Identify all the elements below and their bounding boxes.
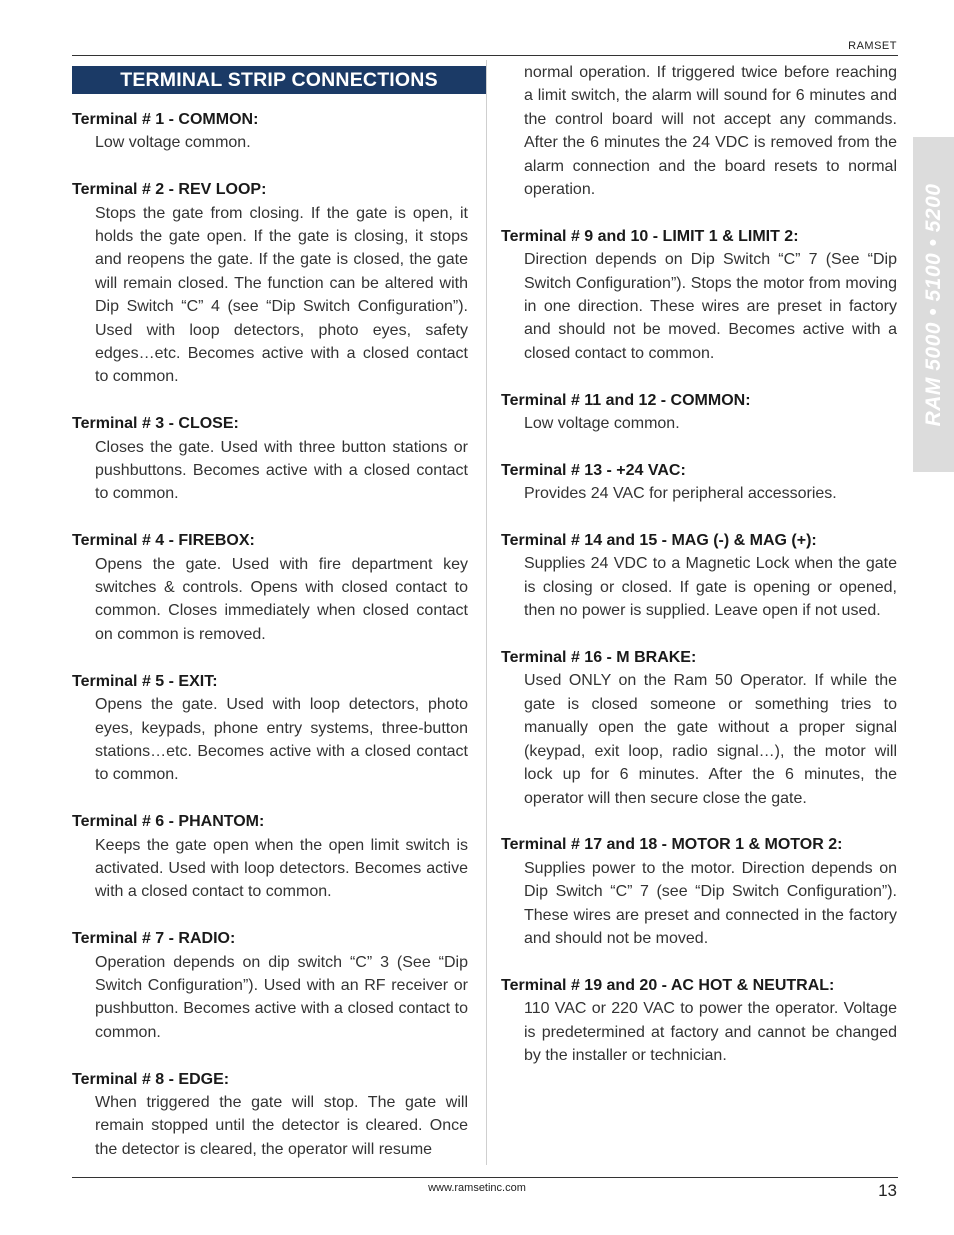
footer-url: www.ramsetinc.com (428, 1182, 526, 1194)
terminal-heading: Terminal # 17 and 18 - MOTOR 1 & MOTOR 2: (501, 836, 843, 854)
column-divider (486, 60, 487, 1165)
terminal-heading: Terminal # 7 - RADIO: (72, 930, 236, 948)
terminal-description: Closes the gate. Used with three button stations or pushbuttons. Becomes active with a closed contact to common. (95, 438, 468, 503)
brand-header: RAMSET (848, 40, 897, 52)
terminal-description: normal operation. If triggered twice before reaching a limit switch, the alarm will sound for 6 minutes and the control board will not accept any commands. After the 6 minutes the 24 VDC is removed from the alarm connection and the board resets to normal operation. (524, 64, 897, 199)
terminal-17-18 (501, 833, 897, 950)
terminal-description: Operation depends on dip switch “C” 3 (See “Dip Switch Configuration”). Used with an RF receiver or pushbutton. Becomes active with a closed contact to common. (95, 953, 468, 1041)
terminal-description: Provides 24 VAC for peripheral accessories. (524, 485, 837, 503)
terminal-19-20 (501, 974, 897, 1068)
terminal-heading: Terminal # 11 and 12 - COMMON: (501, 391, 751, 409)
terminal-description: Supplies 24 VDC to a Magnetic Lock when the gate is closing or closed. If gate is opening or opened, then no power is supplied. Leave open if not used. (524, 555, 897, 620)
terminal-description: Opens the gate. Used with loop detectors, photo eyes, keypads, phone entry systems, three-button stations…etc. Becomes active with a closed contact to common. (95, 696, 468, 784)
terminal-16 (501, 646, 897, 810)
terminal-4 (72, 529, 468, 646)
model-side-tab-label: RAM 5000 • 5100 • 5200 (921, 183, 945, 426)
terminal-heading: Terminal # 14 and 15 - MAG (-) & MAG (+): (501, 532, 817, 550)
right-column (501, 61, 897, 1091)
terminal-11-12 (501, 389, 897, 436)
terminal-heading: Terminal # 2 - REV LOOP: (72, 181, 267, 199)
terminal-heading: Terminal # 19 and 20 - AC HOT & NEUTRAL: (501, 976, 835, 994)
terminal-8-continuation (501, 61, 897, 201)
bottom-rule (72, 1177, 898, 1178)
terminal-2 (72, 178, 468, 389)
terminal-heading: Terminal # 3 - CLOSE: (72, 415, 239, 433)
terminal-description: Supplies power to the motor. Direction depends on Dip Switch “C” 7 (see “Dip Switch Configuration”). These wires are preset and connected in the factory and should not be moved. (524, 859, 897, 947)
terminal-heading: Terminal # 16 - M BRAKE: (501, 649, 697, 667)
terminal-heading: Terminal # 5 - EXIT: (72, 672, 218, 690)
terminal-description: Keeps the gate open when the open limit switch is activated. Used with loop detectors. Becomes active with a closed contact to common. (95, 836, 468, 901)
terminal-heading: Terminal # 1 - COMMON: (72, 111, 259, 128)
terminal-heading: Terminal # 4 - FIREBOX: (72, 532, 255, 550)
terminal-heading: Terminal # 8 - EDGE: (72, 1070, 230, 1088)
terminal-heading: Terminal # 6 - PHANTOM: (72, 813, 265, 831)
terminal-9-10 (501, 225, 897, 365)
terminal-description: 110 VAC or 220 VAC to power the operator. Voltage is predetermined at factory and cannot be changed by the installer or technician. (524, 1000, 897, 1064)
section-title: TERMINAL STRIP CONNECTIONS (72, 66, 486, 94)
terminal-13 (501, 459, 897, 506)
terminal-heading: Terminal # 13 - +24 VAC: (501, 461, 686, 479)
terminal-7 (72, 927, 468, 1044)
terminal-8 (72, 1068, 468, 1162)
left-column (72, 108, 468, 1185)
model-side-tab (913, 137, 954, 472)
terminal-3 (72, 412, 468, 506)
terminal-description: Used ONLY on the Ram 50 Operator. If while the gate is closed someone or something tries to manually open the gate without a proper signal (keypad, exit loop, radio signal…), the motor will lock up for 6 minutes. After the 6 minutes, the operator will then secure close the gate. (524, 672, 897, 807)
terminal-6 (72, 810, 468, 904)
top-rule (72, 55, 898, 56)
terminal-description: Direction depends on Dip Switch “C” 7 (See “Dip Switch Configuration”). Stops the motor from moving in one direction. These wires are preset in factory and should not be moved. Becomes active with a closed contact to common. (524, 251, 897, 362)
terminal-5 (72, 670, 468, 787)
page-number: 13 (878, 1181, 897, 1200)
terminal-description: Low voltage common. (95, 134, 251, 152)
terminal-description: Low voltage common. (524, 415, 680, 433)
terminal-description: When triggered the gate will stop. The gate will remain stopped until the detector is cleared. Once the detector is cleared, the operator will resume (95, 1093, 468, 1158)
terminal-14-15 (501, 529, 897, 623)
terminal-description: Stops the gate from closing. If the gate is open, it holds the gate open. If the gate is closing, it stops and reopens the gate. If the gate is closed, the gate will remain closed. The function can be altered with Dip Switch “C” 4 (see “Dip Switch Configuration”). Used with loop detectors, photo eyes, safety edges…etc. Becomes active with a closed contact to common. (95, 204, 468, 386)
terminal-heading: Terminal # 9 and 10 - LIMIT 1 & LIMIT 2: (501, 227, 799, 245)
terminal-1 (72, 108, 468, 155)
terminal-description: Opens the gate. Used with fire department key switches & controls. Opens with closed contact to common. Closes immediately when closed contact on common is removed. (95, 555, 468, 643)
